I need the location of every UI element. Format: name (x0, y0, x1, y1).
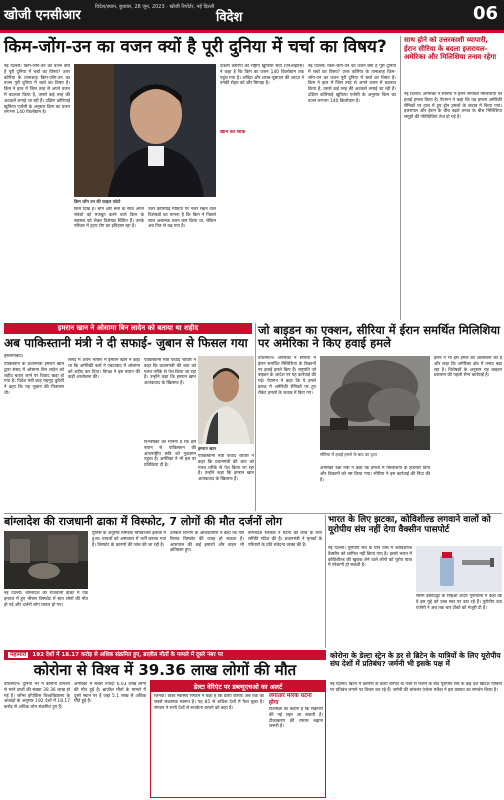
dhaka-headline: बांग्लादेश की राजधानी ढाका में विस्फोट, 7 लोगों की मौत दर्जनों लोग (4, 515, 283, 528)
strip-text: 192 देशों में 18.17 करोड़ से अधिक संक्रमित हुए, ब्राज़ील मौतों के मामले में दूसरे नंबर पर (32, 652, 224, 658)
pakistan-body-col2: संसद में अपने भाषण में इमरान खान ने कहा था कि अमेरिकी बलों ने एबटाबाद में ओसामा को शहीद कर दिया। विपक्ष ने इस बयान की कड़ी आलोचना की। (68, 358, 140, 381)
vaccine-headline: भारत के लिए झटका, कोविशील्ड लगवाने वालों को यूरोपीय संघ नहीं देगा वैक्सीन पासपोर्ट (328, 515, 491, 535)
dhaka-body-col2: पुलिस के अनुसार विस्फोट मोघबाजार इलाके में हुआ। घायलों को अस्पताल में भर्ती कराया गया है। विस्फोट के कारणों की जांच की जा रही है। (92, 531, 166, 548)
imran-photo (198, 356, 254, 444)
pakistan-body-col4: विश्लेषकों का मानना है कि इस बयान से पाकिस्तान की अंतरराष्ट्रीय छवि को नुकसान पहुंचा है। अमेरिका ने भी इस पर प्रतिक्रिया दी है। (144, 440, 196, 469)
dhaka-body-col1: नई दिल्ली। बांग्लादेश की राजधानी ढाका में एक इमारत में हुए भीषण विस्फोट में सात लोगों की मौत हो गई और दर्जनों लोग घायल हो गए। (4, 591, 88, 608)
pakistan-banner: इमरान खान ने ओसामा बिन लादेन को बताया था शहीद (4, 323, 252, 334)
biden-headline: जो बाइडन का एक्शन, सीरिया में ईरान समर्थित मिलिशिया पर अमेरिका ने किए हवाई हमले (258, 323, 500, 350)
corona-body-col2: अमेरिका में सबसे ज्यादा 6.03 लाख लोगों की मौत हुई है। ब्राज़ील मौतों के मामले में दूसरे स्थान पर है जहां 5.1 लाख से अधिक मौतें हुई हैं। (74, 682, 146, 705)
side-story (404, 36, 502, 320)
strip-label: महामारी (10, 652, 27, 658)
ticker-headline: लगातार मारक घटना होगा (269, 693, 312, 706)
pakistan-headline: अब पाकिस्तानी मंत्री ने दी सफाई- जुबान से फिसल गया (4, 336, 248, 350)
lead-subhead: खाने का शौक (220, 130, 246, 135)
lead-body-col1: नई दिल्ली। किम-जोंग-उन का वजन क्यों है पूरी दुनिया में चर्चा का विषय? उत्तर कोरिया के तानाशाह किम-जोंग-उन का वजन पूरी दुनिया में चर्चा का विषय है। किम ने हाल में जिस तरह से अपने वजन में बदलाव किया है, उससे कई तरह की अटकलें लगाई जा रही हैं। दक्षिण कोरियाई खुफिया एजेंसी के अनुसार किम का वजन लगभग 140 किलोग्राम है। (4, 64, 70, 116)
column-divider (325, 515, 326, 648)
column-divider (255, 323, 256, 511)
lead-headline: किम-जोंग-उन का वजन क्यों है पूरी दुनिया में चर्चा का विषय? (4, 37, 387, 57)
section-divider (4, 513, 502, 514)
britain-headline: कोरोना के डेल्टा स्ट्रेन के डर से ब्रिटेन के यात्रियों के लिए यूरोपीय संघ देशों में प्रतिबंध? जर्मनी भी इसके पक्ष में (330, 651, 501, 669)
masthead-rule (0, 30, 504, 33)
pakistan-dateline: इस्लामाबाद। (4, 354, 24, 359)
britain-body: नई दिल्ली। ब्रिटेन में कोरोना के डेल्टा वेरिएंट के तेजी से फैलने के बाद यूरोपीय संघ के कई देश ब्रिटिश यात्रियों पर प्रतिबंध लगाने पर विचार कर रहे हैं। जर्मनी की चांसलर एंजेला मर्केल ने इस प्रस्ताव का समर्थन किया है। (330, 682, 502, 693)
biden-body-col3: ईरान ने भी इस हमले की आलोचना की है और कहा कि अमेरिका क्षेत्र में तनाव बढ़ा रहा है। विशेषज्ञों के अनुसार यह बाइडन प्रशासन की पहली सैन्य कार्रवाई है। (434, 356, 502, 379)
smoke-scene-icon (320, 356, 430, 450)
vaccine-body-col2: सीरम इंस्टीट्यूट के सीईओ अदार पूनावाला ने कहा कि वे इस मुद्दे को उच्च स्तर पर उठा रहे हैं। यूरोपीय दवा एजेंसी ने अब तक चार टीकों को मंजूरी दी है। (416, 594, 502, 611)
dateline: विदेश/स्थान, बुधवार, 28 जून, 2023 · खोजी रिपोर्टर, नई दिल्ली (95, 4, 215, 10)
side-body: नई दिल्ली। अमेरिका ने सीरिया में ईरान समर्थित मिलिशिया पर हवाई हमला किया है। पेंटागन ने कहा कि यह हमला अमेरिकी सैनिकों पर हाल में हुए ड्रोन हमलों के जवाब में किया गया। इजरायल और ईरान के बीच बढ़ते तनाव के बीच मिलिशिया समूहों की गतिविधियां तेज हो गई हैं। (404, 92, 502, 121)
syria-photo (320, 356, 430, 450)
lead-body-col4: दक्षिण कोरिया की राष्ट्रीय खुफिया सेवा (एनआईएस) ने कहा है कि किम का वजन 140 किलोग्राम तक पहुंच गया है। अनिद्रा और शराब-धूम्रपान की आदत ने उनकी सेहत को और बिगाड़ा है। (220, 64, 304, 87)
imran-portrait-icon (198, 356, 254, 444)
delta-headline: डेल्टा वेरिएंट पर डब्ल्यूएचओ का अलर्ट (151, 681, 325, 692)
dhaka-body-col3: दमकल विभाग के अधिकारियों ने कहा कि गैस रिसाव विस्फोट की वजह हो सकता है। आसपास की कई इमारतें और वाहन भी क्षतिग्रस्त हुए। (170, 531, 244, 554)
pakistan-body-col1: पाकिस्तान के प्रधानमंत्री इमरान खान द्वारा संसद में ओसामा बिन लादेन को शहीद बताए जाने पर विवाद खड़ा हो गया है। विदेश मंत्री शाह महमूद कुरैशी ने कहा कि यह जुबान की फिसलन थी। (4, 362, 64, 396)
pakistan-body-col3: पाकिस्तानी मंत्री फवाद चौधरी ने कहा कि प्रधानमंत्री की बात को गलत तरीके से पेश किया जा रहा है। उन्होंने कहा कि इमरान खान आतंकवाद के खिलाफ हैं। (144, 358, 196, 387)
corona-strip (4, 650, 326, 660)
side-headline: साथ होने को उत्तरकाशी व्यापारी, ईरान सीरिया के बदला इजरायल-अमेरिका और मिलिशिया तनाव रहेगा (404, 36, 497, 61)
biden-body-col1: वाशिंगटन। अमेरिका ने सीरिया में ईरान समर्थित मिलिशिया के ठिकानों पर हवाई हमले किए हैं। राष्ट्रपति जो बाइडन के आदेश पर यह कार्रवाई की गई। पेंटागन ने कहा कि ये हमले इराक में अमेरिकी सैनिकों पर हुए रॉकेट हमलों के जवाब में किए गए। (258, 356, 316, 396)
kim-photo (74, 64, 216, 197)
kim-portrait-icon (74, 64, 216, 197)
masthead (0, 0, 504, 30)
vaccine-photo (416, 546, 502, 592)
delta-box (150, 680, 326, 798)
dhaka-photo (4, 531, 88, 589)
corona-headline: कोरोना से विश्व में 39.36 लाख लोगों की मौत (33, 661, 297, 679)
lead-body-col5: नई दिल्ली। किम-जोंग-उन का वजन क्यों है पूरी दुनिया में चर्चा का विषय? उत्तर कोरिया के तानाशाह किम-जोंग-उन का वजन पूरी दुनिया में चर्चा का विषय है। किम ने हाल में जिस तरह से अपने वजन में बदलाव किया है, उससे कई तरह की अटकलें लगाई जा रही हैं। दक्षिण कोरियाई खुफिया एजेंसी के अनुसार किम का वजन लगभग 140 किलोग्राम है। (308, 64, 396, 104)
pakistan-body-col5: पाकिस्तानी मंत्री फवाद चौधरी ने कहा कि प्रधानमंत्री की बात को गलत तरीके से पेश किया जा रहा है। उन्होंने कहा कि इमरान खान आतंकवाद के खिलाफ हैं। (198, 454, 254, 483)
section-title: विदेश (216, 10, 243, 25)
lead-body-col2: किम दिखे हैं। चीन और रूस के साथ अपने संबंधों को मजबूत करने वाले किम के स्वास्थ्य को लेकर विशेषज्ञ चिंतित हैं। उनके परिवार में हृदय रोग का इतिहास रहा है। (74, 207, 144, 230)
delta-body: जिनेवा। विश्व स्वास्थ्य संगठन ने कहा है कि डेल्टा वेरिएंट अब तक का सबसे संक्रामक स्वरूप है। यह 85 से अधिक देशों में फैल चुका है। संगठन ने सभी देशों से सतर्कता बरतने को कहा है। (154, 694, 264, 711)
corona-body-col1: वाशिंगटन। दुनिया भर में कोरोना वायरस से मरने वालों की संख्या 39.36 लाख हो गई है। जॉन्स हॉपकिंस विश्वविद्यालय के आंकड़ों के अनुसार 192 देशों में 18.17 करोड़ से अधिक लोग संक्रमित हुए हैं। (4, 682, 70, 711)
column-divider (400, 36, 401, 320)
vaccine-body-col1: नई दिल्ली। यूरोपीय संघ के ग्रीन पास में कोविशील्ड वैक्सीन को शामिल नहीं किया गया है। इससे भारत में कोविशील्ड की खुराक लेने वाले लोगों को यूरोप यात्रा में परेशानी हो सकती है। (328, 546, 412, 569)
imran-caption: इमरान खान (198, 446, 216, 451)
ticker-body: विशेषज्ञों का कहना है कि संक्रमण की नई लहर आ सकती है। टीकाकरण की रफ्तार बढ़ाना जरूरी है। (269, 707, 323, 730)
syria-caption: सीरिया में हवाई हमले के बाद का दृश्य (320, 452, 377, 457)
dhaka-body-col4: बांग्लादेश सरकार ने घटना की जांच के लिए समिति गठित की है। प्रधानमंत्री ने मृतकों के परिवारों के प्रति संवेदना व्यक्त की है। (248, 531, 322, 548)
newspaper-brand: खोजी एनसीआर (4, 8, 81, 23)
delta-side (269, 693, 323, 797)
vaccine-vial-icon (416, 546, 502, 592)
page-number: 06 (472, 3, 498, 24)
lead-body-col3: उत्तर कोरियाई मीडिया पर नजर रखने वाले विशेषज्ञों का मानना है कि किम ने पिछले साल अचानक वजन कम किया था, लेकिन अब फिर से बढ़ गया है। (148, 207, 216, 230)
blast-site-icon (4, 531, 88, 589)
lead-photo-caption: किम जोंग उन की फाइल फोटो (74, 199, 121, 204)
biden-body-col2: अमेरिकी रक्षा मंत्री ने कहा कि हमलों में मिलिशिया के हथियार डिपो और ठिकानों को नष्ट किया गया। सीरिया ने इस कार्रवाई की निंदा की है। (320, 466, 430, 483)
